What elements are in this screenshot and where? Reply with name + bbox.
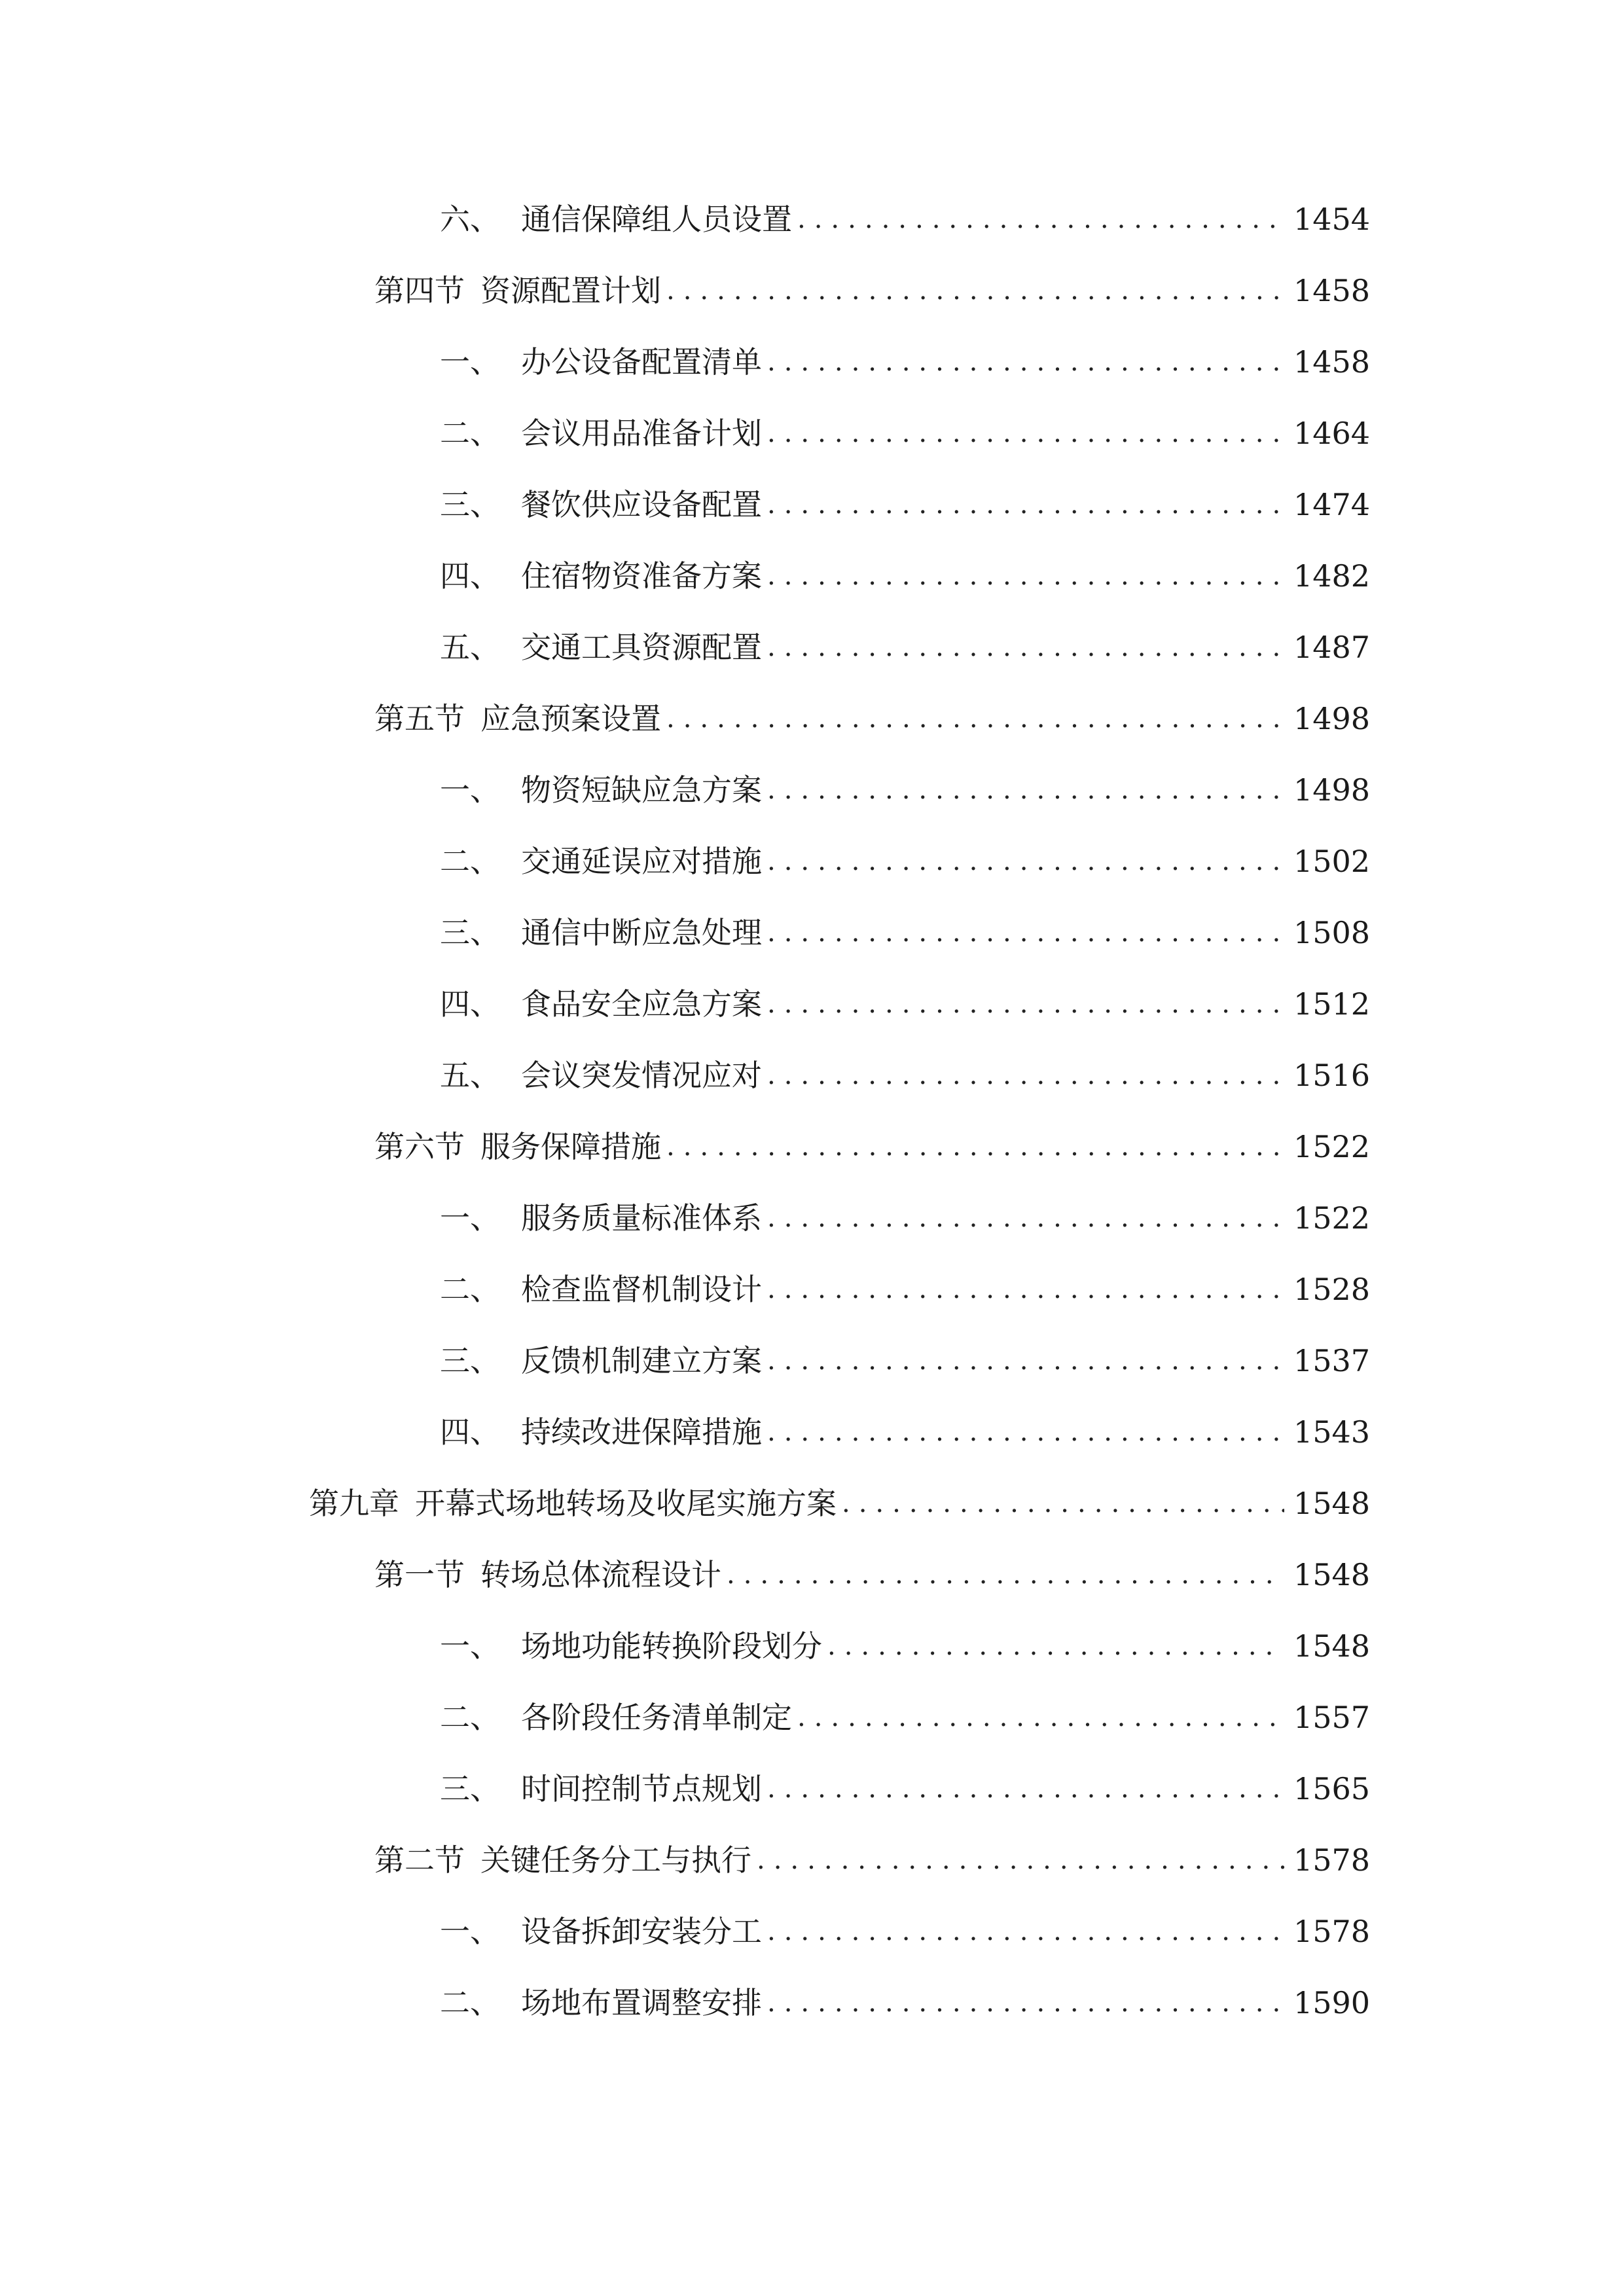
toc-entry-number: 第六节: [374, 1129, 465, 1164]
toc-entry-number: 四、: [440, 1414, 500, 1450]
toc-dot-leader: [767, 1909, 1284, 1954]
toc-page-number: 1548: [1293, 1628, 1371, 1664]
toc-entry-number: 二、: [440, 844, 500, 879]
toc-entry-number: 第二节: [374, 1842, 465, 1878]
toc-page-number: 1522: [1293, 1200, 1371, 1236]
toc-entry-title: 办公设备配置清单: [521, 344, 762, 380]
toc-dot-leader: [767, 838, 1284, 884]
toc-dot-leader: [757, 1837, 1284, 1883]
toc-page-number: 1502: [1293, 844, 1371, 879]
toc-entry-number: 第九章: [309, 1486, 399, 1521]
toc-entry-number: 二、: [440, 416, 500, 451]
toc-page-number: 1512: [1293, 986, 1371, 1022]
toc-dot-leader: [767, 624, 1284, 670]
toc-entry-title: 物资短缺应急方案: [521, 772, 762, 808]
toc-entry-number: 六、: [440, 202, 500, 237]
toc-entry-title: 场地功能转换阶段划分: [521, 1628, 822, 1664]
toc-dot-leader: [797, 1695, 1284, 1740]
toc-entry-title: 检查监督机制设计: [521, 1272, 762, 1307]
toc-entry-title: 各阶段任务清单制定: [521, 1700, 792, 1735]
toc-entry-title: 通信中断应急处理: [521, 915, 762, 950]
toc-page-number: 1528: [1293, 1272, 1371, 1307]
toc-dot-leader: [797, 196, 1284, 242]
toc-entry-title: 服务质量标准体系: [521, 1200, 762, 1236]
toc-entry[interactable]: [440, 1195, 1371, 1241]
toc-page-number: 1464: [1293, 416, 1371, 451]
toc-entry-number: 三、: [440, 1343, 500, 1378]
toc-entry-title: 会议突发情况应对: [521, 1058, 762, 1093]
toc-entry-title: 场地布置调整安排: [521, 1985, 762, 2020]
toc-entry[interactable]: [374, 268, 1371, 314]
toc-entry-title: 餐饮供应设备配置: [521, 487, 762, 522]
toc-entry-number: 三、: [440, 915, 500, 950]
toc-entry-number: 一、: [440, 344, 500, 380]
toc-entry-number: 三、: [440, 1771, 500, 1806]
toc-entry[interactable]: [440, 1909, 1371, 1954]
toc-entry-title: 交通延误应对措施: [521, 844, 762, 879]
toc-page-number: 1557: [1293, 1700, 1371, 1735]
toc-dot-leader: [767, 1052, 1284, 1098]
toc-entry[interactable]: [440, 1980, 1371, 2026]
toc-entry[interactable]: [374, 1124, 1371, 1170]
toc-entry-number: 四、: [440, 558, 500, 594]
toc-entry-number: 第四节: [374, 273, 465, 308]
toc-entry[interactable]: [440, 1695, 1371, 1740]
toc-entry-number: 五、: [440, 1058, 500, 1093]
toc-entry[interactable]: [440, 339, 1371, 385]
toc-entry-title: 服务保障措施: [480, 1129, 661, 1164]
toc-entry-number: 一、: [440, 1200, 500, 1236]
toc-entry[interactable]: [440, 1338, 1371, 1384]
toc-dot-leader: [767, 1195, 1284, 1241]
toc-dot-leader: [767, 410, 1284, 456]
toc-entry-title: 应急预案设置: [480, 701, 661, 736]
toc-entry-number: 二、: [440, 1272, 500, 1307]
toc-page-number: 1537: [1293, 1343, 1371, 1378]
toc-page-number: 1548: [1293, 1486, 1371, 1521]
toc-entry-number: 一、: [440, 1914, 500, 1949]
toc-entry-title: 转场总体流程设计: [480, 1557, 721, 1592]
toc-entry[interactable]: [309, 1480, 1371, 1526]
toc-dot-leader: [767, 1766, 1284, 1812]
toc-entry[interactable]: [440, 196, 1371, 242]
toc-page-number: 1578: [1293, 1914, 1371, 1949]
toc-entry-title: 住宿物资准备方案: [521, 558, 762, 594]
toc-dot-leader: [767, 482, 1284, 528]
toc-dot-leader: [767, 981, 1284, 1027]
toc-entry-number: 二、: [440, 1700, 500, 1735]
toc-entry[interactable]: [374, 1837, 1371, 1883]
toc-entry[interactable]: [440, 553, 1371, 599]
toc-dot-leader: [767, 1409, 1284, 1455]
toc-page-number: 1458: [1293, 273, 1371, 308]
toc-entry-number: 四、: [440, 986, 500, 1022]
toc-entry-title: 交通工具资源配置: [521, 630, 762, 665]
toc-dot-leader: [842, 1480, 1284, 1526]
toc-entry-title: 持续改进保障措施: [521, 1414, 762, 1450]
toc-entry-title: 设备拆卸安装分工: [521, 1914, 762, 1949]
toc-page-number: 1516: [1293, 1058, 1371, 1093]
toc-dot-leader: [767, 910, 1284, 956]
toc-page-number: 1578: [1293, 1842, 1371, 1878]
toc-entry[interactable]: [374, 1552, 1371, 1598]
toc-dot-leader: [767, 339, 1284, 385]
toc-dot-leader: [666, 268, 1284, 314]
toc-entry-number: 第一节: [374, 1557, 465, 1592]
toc-dot-leader: [727, 1552, 1284, 1598]
toc-entry[interactable]: [374, 696, 1371, 742]
toc-entry[interactable]: [440, 1266, 1371, 1312]
toc-entry-title: 关键任务分工与执行: [480, 1842, 751, 1878]
toc-dot-leader: [666, 696, 1284, 742]
toc-page-number: 1458: [1293, 344, 1371, 380]
toc-dot-leader: [666, 1124, 1284, 1170]
toc-entry-number: 五、: [440, 630, 500, 665]
toc-entry-title: 时间控制节点规划: [521, 1771, 762, 1806]
toc-entry[interactable]: [440, 767, 1371, 813]
toc-dot-leader: [767, 1980, 1284, 2026]
toc-page-number: 1498: [1293, 701, 1371, 736]
toc-entry-title: 资源配置计划: [480, 273, 661, 308]
toc-dot-leader: [767, 767, 1284, 813]
toc-dot-leader: [767, 1338, 1284, 1384]
toc-dot-leader: [767, 553, 1284, 599]
toc-entry-number: 三、: [440, 487, 500, 522]
toc-dot-leader: [767, 1266, 1284, 1312]
toc-entry[interactable]: [440, 1623, 1371, 1669]
toc-entry[interactable]: [440, 482, 1371, 528]
toc-entry-title: 通信保障组人员设置: [521, 202, 792, 237]
toc-entry[interactable]: [440, 1052, 1371, 1098]
toc-page-number: 1498: [1293, 772, 1371, 808]
toc-entry-number: 一、: [440, 1628, 500, 1664]
toc-entry[interactable]: [440, 838, 1371, 884]
toc-entry[interactable]: [440, 410, 1371, 456]
toc-dot-leader: [827, 1623, 1284, 1669]
toc-page-number: 1522: [1293, 1129, 1371, 1164]
toc-page-number: 1590: [1293, 1985, 1371, 2020]
toc-page-number: 1565: [1293, 1771, 1371, 1806]
toc-entry[interactable]: [440, 1766, 1371, 1812]
toc-entry[interactable]: [440, 624, 1371, 670]
toc-entry[interactable]: [440, 910, 1371, 956]
toc-page-number: 1548: [1293, 1557, 1371, 1592]
toc-page-number: 1482: [1293, 558, 1371, 594]
toc-page-number: 1474: [1293, 487, 1371, 522]
toc-entry-title: 食品安全应急方案: [521, 986, 762, 1022]
toc-page-number: 1508: [1293, 915, 1371, 950]
toc-entry-title: 会议用品准备计划: [521, 416, 762, 451]
toc-page-number: 1454: [1293, 202, 1371, 237]
toc-entry-number: 一、: [440, 772, 500, 808]
toc-page-number: 1487: [1293, 630, 1371, 665]
toc-entry[interactable]: [440, 981, 1371, 1027]
toc-entry-number: 二、: [440, 1985, 500, 2020]
toc-entry-number: 第五节: [374, 701, 465, 736]
toc-page-number: 1543: [1293, 1414, 1371, 1450]
toc-entry[interactable]: [440, 1409, 1371, 1455]
toc-entry-title: 反馈机制建立方案: [521, 1343, 762, 1378]
toc-entry-title: 开幕式场地转场及收尾实施方案: [415, 1486, 837, 1521]
